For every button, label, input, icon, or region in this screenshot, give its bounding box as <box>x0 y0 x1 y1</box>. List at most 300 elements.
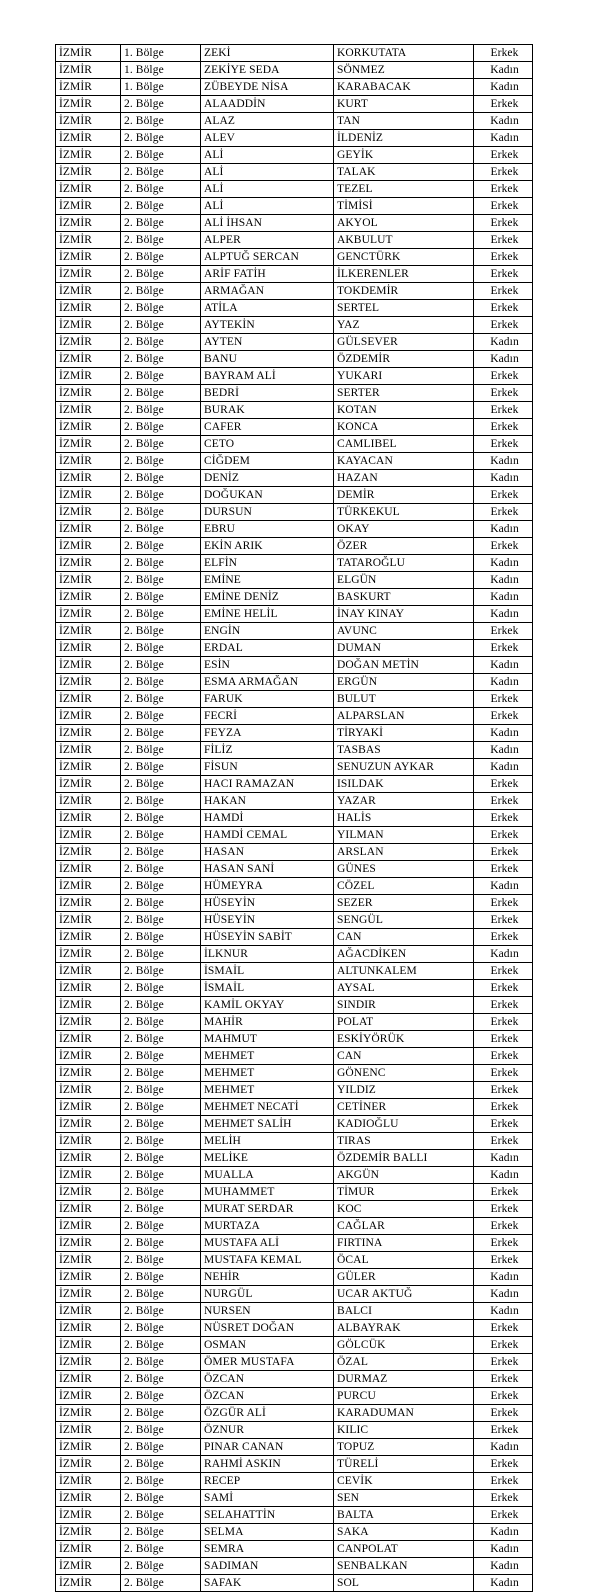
table-row <box>56 504 533 521</box>
table-row <box>56 725 533 742</box>
cell-cinsiyet: Erkek <box>474 1082 533 1099</box>
cell-ad: ÖZNUR <box>201 1422 334 1439</box>
cell-cinsiyet: Kadın <box>474 1541 533 1558</box>
cell-soyad: POLAT <box>334 1014 474 1031</box>
cell-soyad: SÖNMEZ <box>334 62 474 79</box>
cell-il: İZMİR <box>56 1371 121 1388</box>
cell-bolge: 2. Bölge <box>121 1252 201 1269</box>
cell-il: İZMİR <box>56 147 121 164</box>
cell-ad: MURTAZA <box>201 1218 334 1235</box>
cell-bolge: 2. Bölge <box>121 470 201 487</box>
table-row <box>56 317 533 334</box>
cell-ad: ARMAĞAN <box>201 283 334 300</box>
cell-cinsiyet: Erkek <box>474 181 533 198</box>
cell-ad: ZÜBEYDE NİSA <box>201 79 334 96</box>
cell-ad: ÖZGÜR ALİ <box>201 1405 334 1422</box>
cell-cinsiyet: Erkek <box>474 691 533 708</box>
cell-bolge: 2. Bölge <box>121 113 201 130</box>
cell-il: İZMİR <box>56 572 121 589</box>
table-row <box>56 640 533 657</box>
cell-soyad: TİRYAKİ <box>334 725 474 742</box>
cell-cinsiyet: Erkek <box>474 640 533 657</box>
cell-ad: ELFİN <box>201 555 334 572</box>
cell-soyad: ESKİYÖRÜK <box>334 1031 474 1048</box>
cell-il: İZMİR <box>56 810 121 827</box>
cell-soyad: TİMUR <box>334 1184 474 1201</box>
cell-soyad: ÖZDEMİR BALLI <box>334 1150 474 1167</box>
cell-cinsiyet: Erkek <box>474 232 533 249</box>
cell-bolge: 2. Bölge <box>121 827 201 844</box>
cell-il: İZMİR <box>56 300 121 317</box>
cell-ad: NÜSRET DOĞAN <box>201 1320 334 1337</box>
cell-ad: BANU <box>201 351 334 368</box>
cell-cinsiyet: Erkek <box>474 895 533 912</box>
cell-soyad: TÜRKEKUL <box>334 504 474 521</box>
table-row <box>56 572 533 589</box>
cell-ad: BAYRAM ALİ <box>201 368 334 385</box>
cell-ad: OSMAN <box>201 1337 334 1354</box>
table-row <box>56 674 533 691</box>
cell-soyad: GENCTÜRK <box>334 249 474 266</box>
cell-cinsiyet: Erkek <box>474 385 533 402</box>
cell-bolge: 2. Bölge <box>121 1201 201 1218</box>
cell-cinsiyet: Kadın <box>474 351 533 368</box>
cell-bolge: 2. Bölge <box>121 419 201 436</box>
cell-ad: SAMİ <box>201 1490 334 1507</box>
cell-soyad: AKGÜN <box>334 1167 474 1184</box>
cell-bolge: 2. Bölge <box>121 861 201 878</box>
cell-cinsiyet: Kadın <box>474 521 533 538</box>
table-row <box>56 708 533 725</box>
cell-cinsiyet: Erkek <box>474 1354 533 1371</box>
cell-cinsiyet: Erkek <box>474 538 533 555</box>
cell-soyad: TÜRELİ <box>334 1456 474 1473</box>
cell-ad: HAKAN <box>201 793 334 810</box>
cell-il: İZMİR <box>56 45 121 62</box>
cell-soyad: SEN <box>334 1490 474 1507</box>
cell-il: İZMİR <box>56 1354 121 1371</box>
cell-soyad: GEYİK <box>334 147 474 164</box>
cell-cinsiyet: Kadın <box>474 470 533 487</box>
cell-bolge: 2. Bölge <box>121 334 201 351</box>
cell-il: İZMİR <box>56 215 121 232</box>
table-row <box>56 589 533 606</box>
cell-cinsiyet: Erkek <box>474 1048 533 1065</box>
cell-bolge: 2. Bölge <box>121 249 201 266</box>
cell-cinsiyet: Erkek <box>474 45 533 62</box>
cell-ad: HAMDİ <box>201 810 334 827</box>
cell-cinsiyet: Erkek <box>474 300 533 317</box>
cell-bolge: 2. Bölge <box>121 606 201 623</box>
cell-ad: FARUK <box>201 691 334 708</box>
cell-cinsiyet: Erkek <box>474 1490 533 1507</box>
cell-cinsiyet: Kadın <box>474 555 533 572</box>
cell-soyad: CAMLIBEL <box>334 436 474 453</box>
candidate-table <box>55 44 533 1592</box>
cell-bolge: 1. Bölge <box>121 79 201 96</box>
table-row <box>56 1286 533 1303</box>
cell-soyad: OKAY <box>334 521 474 538</box>
cell-bolge: 2. Bölge <box>121 1303 201 1320</box>
cell-bolge: 2. Bölge <box>121 1320 201 1337</box>
cell-cinsiyet: Erkek <box>474 1388 533 1405</box>
cell-ad: RAHMİ ASKIN <box>201 1456 334 1473</box>
cell-bolge: 2. Bölge <box>121 453 201 470</box>
cell-cinsiyet: Erkek <box>474 1320 533 1337</box>
cell-il: İZMİR <box>56 725 121 742</box>
table-row <box>56 1456 533 1473</box>
cell-bolge: 2. Bölge <box>121 1524 201 1541</box>
cell-il: İZMİR <box>56 742 121 759</box>
cell-soyad: ALPARSLAN <box>334 708 474 725</box>
cell-bolge: 2. Bölge <box>121 1490 201 1507</box>
cell-ad: EKİN ARIK <box>201 538 334 555</box>
cell-il: İZMİR <box>56 657 121 674</box>
cell-il: İZMİR <box>56 1065 121 1082</box>
cell-ad: ALİ <box>201 164 334 181</box>
cell-il: İZMİR <box>56 997 121 1014</box>
cell-cinsiyet: Erkek <box>474 1099 533 1116</box>
cell-bolge: 2. Bölge <box>121 504 201 521</box>
cell-il: İZMİR <box>56 776 121 793</box>
cell-ad: NURSEN <box>201 1303 334 1320</box>
cell-soyad: TATAROĞLU <box>334 555 474 572</box>
cell-soyad: SENUZUN AYKAR <box>334 759 474 776</box>
cell-bolge: 2. Bölge <box>121 1439 201 1456</box>
cell-cinsiyet: Kadın <box>474 759 533 776</box>
cell-bolge: 2. Bölge <box>121 351 201 368</box>
cell-ad: ALEV <box>201 130 334 147</box>
cell-ad: KAMİL OKYAY <box>201 997 334 1014</box>
cell-ad: ATİLA <box>201 300 334 317</box>
cell-bolge: 2. Bölge <box>121 963 201 980</box>
table-row <box>56 1065 533 1082</box>
cell-ad: ALİ <box>201 181 334 198</box>
cell-cinsiyet: Kadın <box>474 589 533 606</box>
cell-bolge: 2. Bölge <box>121 895 201 912</box>
cell-ad: MEHMET <box>201 1048 334 1065</box>
cell-ad: ALAZ <box>201 113 334 130</box>
cell-soyad: SEZER <box>334 895 474 912</box>
cell-cinsiyet: Erkek <box>474 929 533 946</box>
cell-cinsiyet: Erkek <box>474 198 533 215</box>
candidate-table-container <box>55 44 532 1592</box>
table-row <box>56 1490 533 1507</box>
cell-ad: HÜSEYİN SABİT <box>201 929 334 946</box>
cell-cinsiyet: Erkek <box>474 1456 533 1473</box>
cell-ad: CİĞDEM <box>201 453 334 470</box>
cell-cinsiyet: Erkek <box>474 419 533 436</box>
candidate-table-body <box>56 45 533 1592</box>
cell-soyad: GÜNES <box>334 861 474 878</box>
cell-il: İZMİR <box>56 1014 121 1031</box>
cell-ad: SADIMAN <box>201 1558 334 1575</box>
cell-il: İZMİR <box>56 1286 121 1303</box>
cell-soyad: TALAK <box>334 164 474 181</box>
table-row <box>56 1507 533 1524</box>
table-row <box>56 980 533 997</box>
cell-il: İZMİR <box>56 793 121 810</box>
cell-ad: MEHMET SALİH <box>201 1116 334 1133</box>
cell-bolge: 2. Bölge <box>121 198 201 215</box>
cell-cinsiyet: Erkek <box>474 963 533 980</box>
cell-ad: DURSUN <box>201 504 334 521</box>
cell-bolge: 2. Bölge <box>121 878 201 895</box>
table-row <box>56 1235 533 1252</box>
cell-soyad: ALBAYRAK <box>334 1320 474 1337</box>
table-row <box>56 1541 533 1558</box>
cell-ad: HASAN <box>201 844 334 861</box>
cell-soyad: HALİS <box>334 810 474 827</box>
table-row <box>56 878 533 895</box>
cell-cinsiyet: Erkek <box>474 147 533 164</box>
cell-soyad: SERTEL <box>334 300 474 317</box>
table-row <box>56 62 533 79</box>
cell-bolge: 2. Bölge <box>121 1133 201 1150</box>
cell-il: İZMİR <box>56 1031 121 1048</box>
cell-il: İZMİR <box>56 181 121 198</box>
cell-cinsiyet: Kadın <box>474 334 533 351</box>
cell-bolge: 2. Bölge <box>121 1235 201 1252</box>
cell-soyad: CAĞLAR <box>334 1218 474 1235</box>
cell-il: İZMİR <box>56 1269 121 1286</box>
cell-soyad: YAZAR <box>334 793 474 810</box>
cell-soyad: İNAY KINAY <box>334 606 474 623</box>
cell-ad: RECEP <box>201 1473 334 1490</box>
cell-soyad: SINDIR <box>334 997 474 1014</box>
cell-bolge: 2. Bölge <box>121 96 201 113</box>
cell-bolge: 2. Bölge <box>121 1218 201 1235</box>
cell-ad: MELİKE <box>201 1150 334 1167</box>
cell-ad: ALPER <box>201 232 334 249</box>
cell-soyad: DURMAZ <box>334 1371 474 1388</box>
table-row <box>56 164 533 181</box>
cell-ad: FİLİZ <box>201 742 334 759</box>
cell-il: İZMİR <box>56 1235 121 1252</box>
table-row <box>56 1439 533 1456</box>
cell-cinsiyet: Kadın <box>474 453 533 470</box>
cell-il: İZMİR <box>56 1133 121 1150</box>
cell-il: İZMİR <box>56 1388 121 1405</box>
cell-ad: NURGÜL <box>201 1286 334 1303</box>
cell-ad: MEHMET <box>201 1065 334 1082</box>
table-row <box>56 1524 533 1541</box>
cell-il: İZMİR <box>56 759 121 776</box>
cell-il: İZMİR <box>56 538 121 555</box>
cell-cinsiyet: Kadın <box>474 742 533 759</box>
cell-bolge: 2. Bölge <box>121 1405 201 1422</box>
cell-bolge: 2. Bölge <box>121 1031 201 1048</box>
cell-ad: PINAR CANAN <box>201 1439 334 1456</box>
cell-bolge: 2. Bölge <box>121 1099 201 1116</box>
cell-il: İZMİR <box>56 1048 121 1065</box>
cell-il: İZMİR <box>56 368 121 385</box>
cell-ad: HASAN SANİ <box>201 861 334 878</box>
cell-ad: ALİ İHSAN <box>201 215 334 232</box>
cell-ad: HÜSEYİN <box>201 912 334 929</box>
cell-ad: ALAADDİN <box>201 96 334 113</box>
table-row <box>56 1371 533 1388</box>
cell-ad: MUSTAFA ALİ <box>201 1235 334 1252</box>
table-row <box>56 96 533 113</box>
cell-soyad: ÖCAL <box>334 1252 474 1269</box>
table-row <box>56 487 533 504</box>
cell-ad: ÖZCAN <box>201 1388 334 1405</box>
cell-bolge: 2. Bölge <box>121 759 201 776</box>
table-row <box>56 1014 533 1031</box>
cell-cinsiyet: Erkek <box>474 1252 533 1269</box>
cell-ad: MAHİR <box>201 1014 334 1031</box>
table-row <box>56 759 533 776</box>
cell-il: İZMİR <box>56 1405 121 1422</box>
cell-soyad: KONCA <box>334 419 474 436</box>
cell-soyad: CAN <box>334 929 474 946</box>
cell-il: İZMİR <box>56 674 121 691</box>
cell-bolge: 2. Bölge <box>121 1575 201 1592</box>
cell-il: İZMİR <box>56 827 121 844</box>
table-row <box>56 130 533 147</box>
cell-soyad: CETİNER <box>334 1099 474 1116</box>
cell-ad: DOĞUKAN <box>201 487 334 504</box>
table-row <box>56 300 533 317</box>
table-row <box>56 538 533 555</box>
cell-cinsiyet: Erkek <box>474 266 533 283</box>
cell-soyad: TEZEL <box>334 181 474 198</box>
cell-bolge: 2. Bölge <box>121 385 201 402</box>
table-row <box>56 1099 533 1116</box>
table-row <box>56 1201 533 1218</box>
cell-cinsiyet: Kadın <box>474 1286 533 1303</box>
cell-soyad: AKYOL <box>334 215 474 232</box>
table-row <box>56 1473 533 1490</box>
cell-soyad: ÖZAL <box>334 1354 474 1371</box>
cell-soyad: PURCU <box>334 1388 474 1405</box>
cell-cinsiyet: Kadın <box>474 1439 533 1456</box>
cell-cinsiyet: Erkek <box>474 283 533 300</box>
table-row <box>56 1167 533 1184</box>
cell-ad: EMİNE <box>201 572 334 589</box>
cell-bolge: 2. Bölge <box>121 1354 201 1371</box>
cell-ad: MUHAMMET <box>201 1184 334 1201</box>
cell-soyad: YILMAN <box>334 827 474 844</box>
cell-cinsiyet: Erkek <box>474 708 533 725</box>
cell-il: İZMİR <box>56 946 121 963</box>
cell-bolge: 2. Bölge <box>121 232 201 249</box>
cell-il: İZMİR <box>56 589 121 606</box>
cell-il: İZMİR <box>56 640 121 657</box>
cell-il: İZMİR <box>56 96 121 113</box>
cell-ad: FECRİ <box>201 708 334 725</box>
cell-il: İZMİR <box>56 334 121 351</box>
cell-cinsiyet: Erkek <box>474 504 533 521</box>
cell-il: İZMİR <box>56 912 121 929</box>
cell-il: İZMİR <box>56 1337 121 1354</box>
cell-cinsiyet: Kadın <box>474 946 533 963</box>
cell-bolge: 2. Bölge <box>121 810 201 827</box>
table-row <box>56 793 533 810</box>
cell-soyad: CÖZEL <box>334 878 474 895</box>
cell-cinsiyet: Erkek <box>474 164 533 181</box>
cell-soyad: SERTER <box>334 385 474 402</box>
cell-cinsiyet: Erkek <box>474 1065 533 1082</box>
cell-bolge: 2. Bölge <box>121 147 201 164</box>
cell-soyad: KADIOĞLU <box>334 1116 474 1133</box>
table-row <box>56 1405 533 1422</box>
cell-soyad: KARADUMAN <box>334 1405 474 1422</box>
cell-il: İZMİR <box>56 1252 121 1269</box>
table-row <box>56 1082 533 1099</box>
table-row <box>56 402 533 419</box>
cell-cinsiyet: Erkek <box>474 1116 533 1133</box>
cell-cinsiyet: Erkek <box>474 980 533 997</box>
cell-bolge: 2. Bölge <box>121 1065 201 1082</box>
cell-il: İZMİR <box>56 691 121 708</box>
cell-soyad: TOPUZ <box>334 1439 474 1456</box>
cell-bolge: 2. Bölge <box>121 674 201 691</box>
cell-il: İZMİR <box>56 1490 121 1507</box>
cell-bolge: 2. Bölge <box>121 317 201 334</box>
cell-cinsiyet: Erkek <box>474 1507 533 1524</box>
cell-cinsiyet: Erkek <box>474 1201 533 1218</box>
table-row <box>56 283 533 300</box>
cell-bolge: 2. Bölge <box>121 997 201 1014</box>
cell-cinsiyet: Erkek <box>474 793 533 810</box>
cell-il: İZMİR <box>56 249 121 266</box>
cell-ad: SAFAK <box>201 1575 334 1592</box>
table-row <box>56 912 533 929</box>
cell-ad: BEDRİ <box>201 385 334 402</box>
table-row <box>56 147 533 164</box>
cell-bolge: 2. Bölge <box>121 300 201 317</box>
cell-soyad: ISILDAK <box>334 776 474 793</box>
cell-il: İZMİR <box>56 1082 121 1099</box>
table-row <box>56 79 533 96</box>
cell-cinsiyet: Kadın <box>474 1575 533 1592</box>
cell-il: İZMİR <box>56 623 121 640</box>
cell-cinsiyet: Erkek <box>474 96 533 113</box>
cell-cinsiyet: Erkek <box>474 487 533 504</box>
table-row <box>56 810 533 827</box>
cell-cinsiyet: Erkek <box>474 623 533 640</box>
cell-bolge: 2. Bölge <box>121 980 201 997</box>
table-row <box>56 1422 533 1439</box>
cell-cinsiyet: Kadın <box>474 878 533 895</box>
cell-cinsiyet: Kadın <box>474 657 533 674</box>
cell-il: İZMİR <box>56 232 121 249</box>
cell-ad: FİSUN <box>201 759 334 776</box>
cell-ad: ALİ <box>201 147 334 164</box>
cell-bolge: 2. Bölge <box>121 844 201 861</box>
cell-ad: MELİH <box>201 1133 334 1150</box>
cell-il: İZMİR <box>56 521 121 538</box>
cell-soyad: İLKERENLER <box>334 266 474 283</box>
cell-cinsiyet: Erkek <box>474 215 533 232</box>
cell-soyad: ERGÜN <box>334 674 474 691</box>
cell-bolge: 2. Bölge <box>121 1456 201 1473</box>
cell-il: İZMİR <box>56 878 121 895</box>
cell-soyad: AĞACDİKEN <box>334 946 474 963</box>
table-row <box>56 1269 533 1286</box>
cell-soyad: ELGÜN <box>334 572 474 589</box>
cell-soyad: KOC <box>334 1201 474 1218</box>
cell-il: İZMİR <box>56 1524 121 1541</box>
cell-bolge: 2. Bölge <box>121 181 201 198</box>
table-row <box>56 623 533 640</box>
cell-bolge: 2. Bölge <box>121 1150 201 1167</box>
cell-il: İZMİR <box>56 963 121 980</box>
table-row <box>56 45 533 62</box>
table-row <box>56 198 533 215</box>
